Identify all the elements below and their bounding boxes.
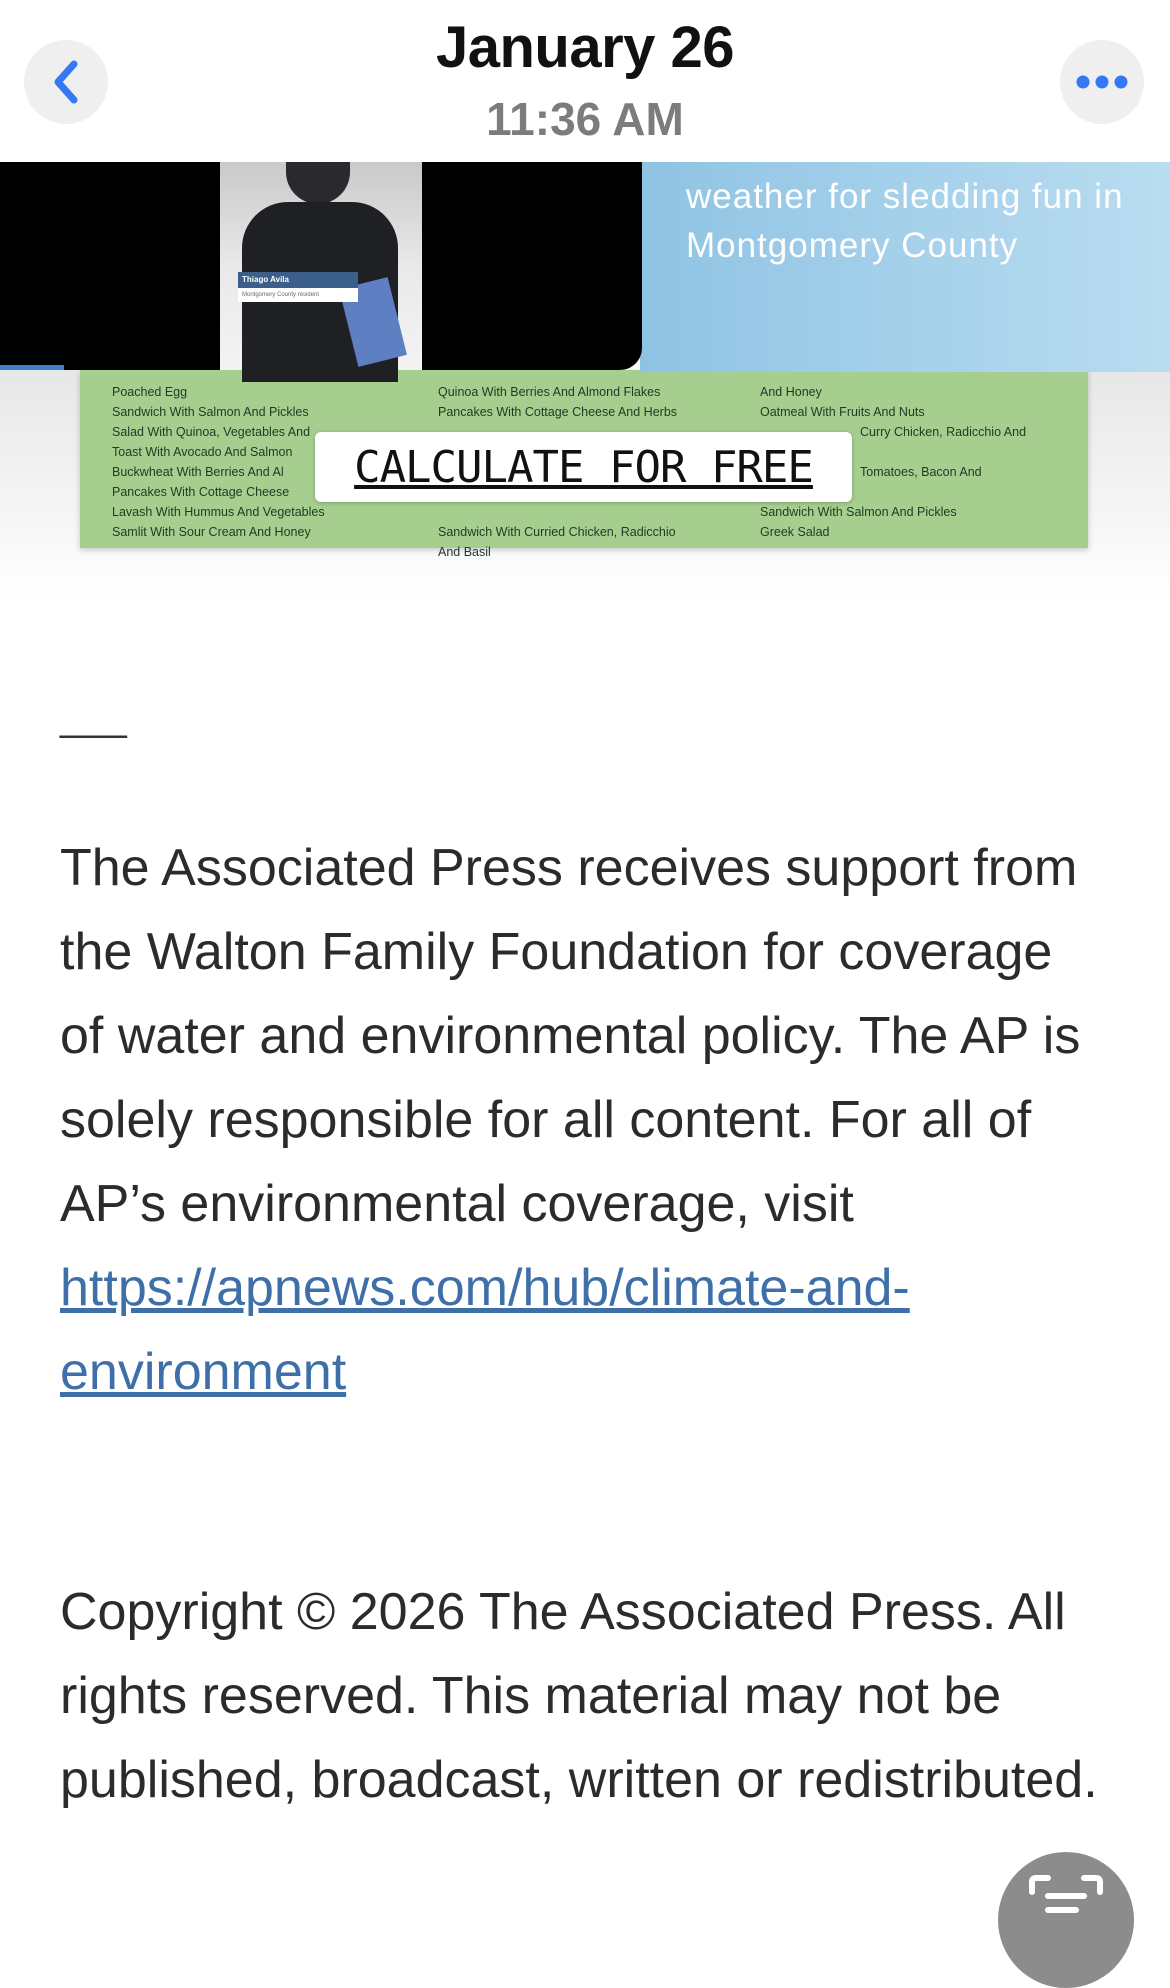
ad-menu-item: Samlit With Sour Cream And Honey bbox=[112, 525, 311, 539]
text-recognition-icon bbox=[1026, 1872, 1106, 1932]
ad-menu-item: Curry Chicken, Radicchio And bbox=[860, 425, 1027, 439]
more-button[interactable] bbox=[1060, 40, 1144, 124]
ad-menu-item: Sandwich With Curried Chicken, Radicchio bbox=[438, 525, 676, 539]
lower-third-subtitle: Montgomery County resident bbox=[242, 292, 320, 298]
ad-menu-item: And Honey bbox=[760, 385, 822, 399]
ad-menu-item: Pancakes With Cottage Cheese And Herbs bbox=[438, 405, 678, 419]
ad-menu-item: Pancakes With Cottage Cheese bbox=[112, 485, 290, 499]
advertisement[interactable] bbox=[80, 370, 1088, 559]
ad-menu-item: Quinoa With Berries And Almond Flakes bbox=[438, 385, 661, 399]
ad-menu-item: Greek Salad bbox=[760, 525, 830, 539]
section-divider: ___ bbox=[60, 695, 127, 739]
ad-menu-col-1 bbox=[112, 382, 325, 542]
lower-third bbox=[238, 272, 358, 302]
lower-third-name: Thiago Avila bbox=[238, 272, 358, 288]
copyright-paragraph: Copyright © 2026 The Associated Press. All rights reserved. This material may not be published, broadcast, written or redistributed. bbox=[60, 1583, 1098, 1809]
ad-menu-item: Lavash With Hummus And Vegetables bbox=[112, 505, 325, 519]
ad-container bbox=[0, 370, 1170, 600]
video-player[interactable] bbox=[0, 162, 642, 370]
video-progress-bar bbox=[0, 365, 64, 370]
message-time: 11:36 AM bbox=[486, 93, 684, 145]
ad-menu-item: Oatmeal With Fruits And Nuts bbox=[760, 405, 925, 419]
ad-menu-item: And Basil bbox=[438, 545, 491, 559]
message-date: January 26 bbox=[435, 15, 735, 80]
ellipsis-icon bbox=[1075, 74, 1129, 90]
ad-menu-item: Sandwich With Salmon And Pickles bbox=[760, 505, 957, 519]
video-caption-text: weather for sledding fun in Montgomery County bbox=[686, 177, 1124, 265]
nav-header bbox=[0, 0, 1170, 162]
video-caption-banner bbox=[640, 162, 1170, 372]
ad-menu-item: Poached Egg bbox=[112, 385, 188, 399]
ad-menu-item: Sandwich With Salmon And Pickles bbox=[112, 405, 309, 419]
ad-menu-item: Buckwheat With Berries And Al bbox=[112, 465, 284, 479]
video-frame bbox=[220, 162, 422, 370]
support-text: The Associated Press receives support from the Walton Family Foundation for coverage of water and environmental policy. The AP is solely responsible for all content. For all of AP’s environmental coverage, visit bbox=[60, 839, 1081, 1233]
ad-menu-item: Salad With Quinoa, Vegetables And bbox=[112, 425, 311, 439]
ad-cta-button[interactable]: CALCULATE FOR FREE bbox=[315, 432, 852, 502]
climate-link[interactable]: https://apnews.com/hub/climate-and-environment bbox=[60, 1259, 910, 1401]
support-paragraph bbox=[60, 826, 1110, 1414]
ad-menu-item: Toast With Avocado And Salmon bbox=[112, 445, 293, 459]
ad-menu-item: Tomatoes, Bacon And bbox=[860, 465, 982, 479]
live-text-button[interactable] bbox=[998, 1852, 1134, 1988]
